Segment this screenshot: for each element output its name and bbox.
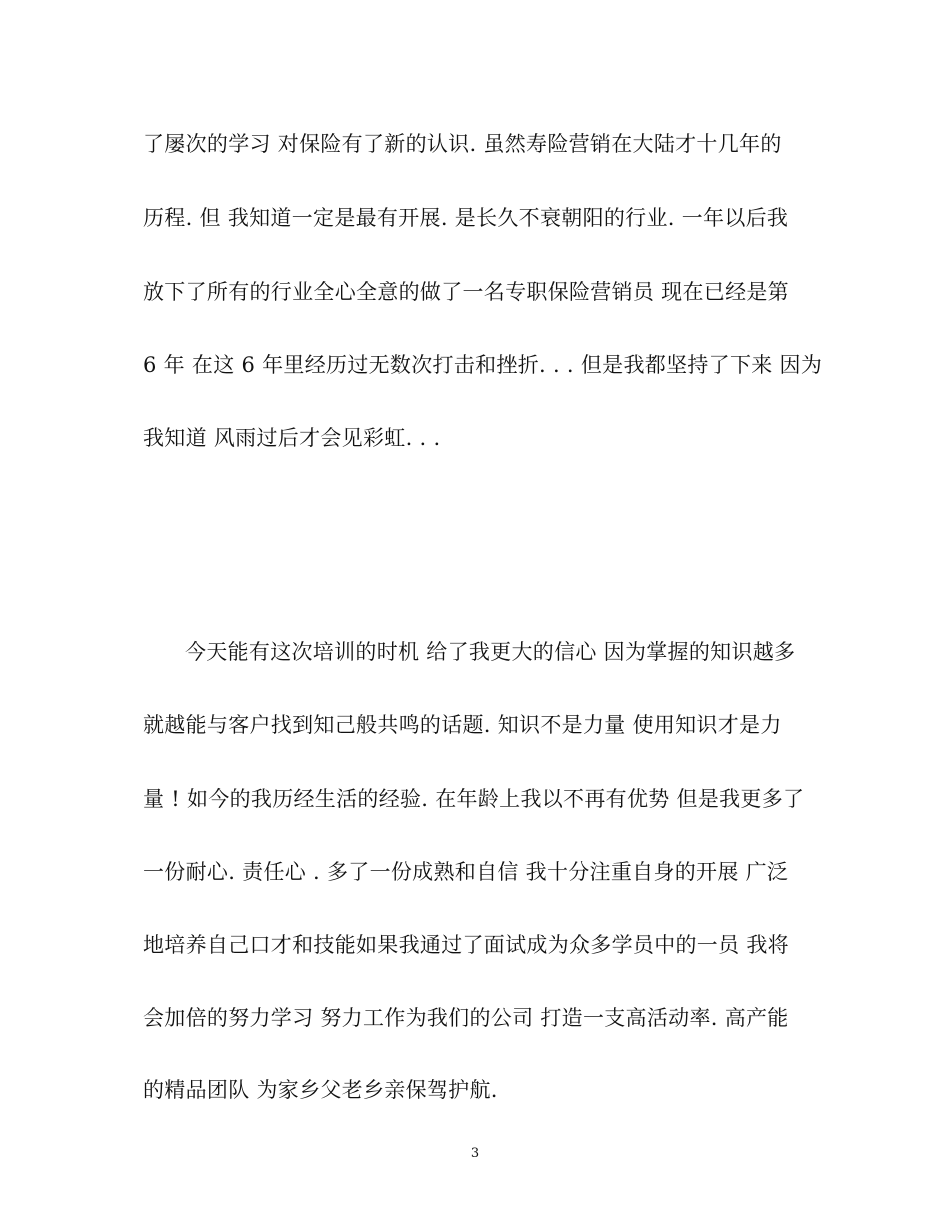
paragraph-line: 地培养自己口才和技能如果我通过了面试成为众多学员中的一员 我将 [143,933,789,957]
paragraph-line: 了屡次的学习 对保险有了新的认识. 虽然寿险营销在大陆才十几年的 [143,132,782,156]
paragraph-line: 会加倍的努力学习 努力工作为我们的公司 打造一支高活动率. 高产能 [143,1006,789,1030]
paragraph-line: 放下了所有的行业全心全意的做了一名专职保险营销员 现在已经是第 [143,280,789,304]
paragraph-line: 历程. 但 我知道一定是最有开展. 是长久不衰朝阳的行业. 一年以后我 [143,206,789,230]
paragraph-line: 我知道 风雨过后才会见彩虹. . . [143,426,441,450]
paragraph-line: 6 年 在这 6 年里经历过无数次打击和挫折. . . 但是我都坚持了下来 因为 [143,353,823,377]
paragraph-first-line: 今天能有这次培训的时机 给了我更大的信心 因为掌握的知识越多 [185,640,796,664]
paragraph-line: 就越能与客户找到知己般共鸣的话题. 知识不是力量 使用知识才是力 [143,713,782,737]
paragraph-line: 的精品团队 为家乡父老乡亲保驾护航. [143,1078,498,1102]
paragraph-line: 一份耐心. 责任心 . 多了一份成熟和自信 我十分注重自身的开展 广泛 [143,860,789,884]
page-number: 3 [470,1146,480,1161]
paragraph-line: 量 ! 如今的我历经生活的经验. 在年龄上我以不再有优势 但是我更多了 [143,787,805,811]
